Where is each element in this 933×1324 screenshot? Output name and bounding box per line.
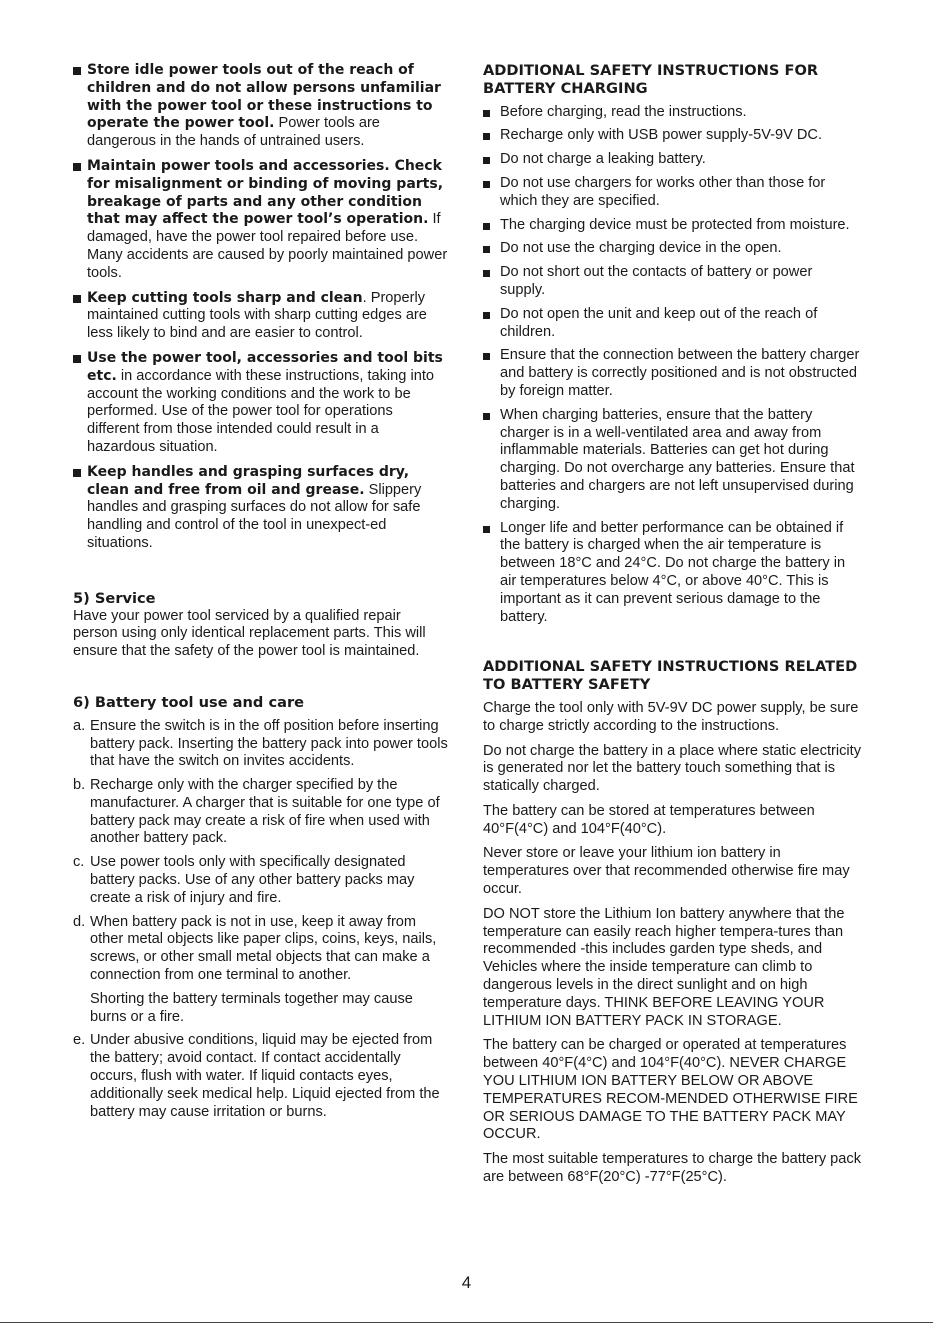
bullet-handles: Keep handles and grasping surfaces dry, clean and free from oil and grease. Slippery handles and grasping surfaces do not allow for safe handling and control of the tool in unexpect-ed situations. [73, 464, 448, 553]
bullet-maintain: Maintain power tools and accessories. Check for misalignment or binding of moving parts, breakage of parts and any other condition that may affect the power tool’s operation. If damaged, have the power tool repaired before use. Many accidents are caused by poorly maintained power tools. [73, 158, 448, 283]
charging-item: Longer life and better performance can be obtained if the battery is charged when the air temperature is between 18°C and 24°C. Do not charge the battery in air temperatures below 4°C, or above 40°C. This is important as it can prevent serious damage to the battery. [483, 520, 861, 627]
left-column [73, 62, 448, 1127]
bullet-square-icon [483, 246, 490, 253]
safety-paragraph: Never store or leave your lithium ion battery in temperatures over that recommended otherwise fire may occur. [483, 845, 850, 898]
page-number: 4 [461, 1273, 472, 1292]
service-text: Have your power tool serviced by a qualified repair person using only identical replacement parts. This will ensure that the safety of the power tool is maintained. [73, 607, 426, 660]
charging-item: Do not short out the contacts of battery or power supply. [483, 264, 861, 300]
battery-item-d: d. When battery pack is not in use, keep it away from other metal objects like paper clips, coins, keys, nails, screws, or other small metal objects that can make a connection from one terminal to another. Shorting the battery terminals together may cause burns or a fire. [73, 914, 448, 1027]
battery-item-b: b. Recharge only with the charger specified by the manufacturer. A charger that is suitable for one type of battery pack may create a risk of fire when used with another battery pack. [73, 777, 440, 847]
service-heading: 5) Service [73, 589, 156, 607]
bullet-square-icon [483, 312, 490, 319]
bullet-square-icon [483, 413, 490, 420]
bullet-square-icon [483, 110, 490, 117]
bullet-square-icon [73, 67, 81, 75]
safety-paragraph: The battery can be stored at temperatures between 40°F(4°C) and 104°F(40°C). [483, 802, 815, 837]
charging-heading: ADDITIONAL SAFETY INSTRUCTIONS FOR BATTERY CHARGING [483, 62, 819, 97]
bullet-square-icon [483, 526, 490, 533]
bullet-square-icon [73, 295, 81, 303]
bullet-square-icon [483, 157, 490, 164]
safety-paragraph: DO NOT store the Lithium Ion battery anywhere that the temperature can easily reach higher tempera-tures than recommended -this includes garden type sheds, and Vehicles where the inside temperature can climb to dangerous levels in the direct sunlight and on high temperature days. THINK BEFORE LEAVING YOUR LITHIUM ION BATTERY PACK IN STORAGE. [483, 905, 845, 1029]
bullet-square-icon [483, 270, 490, 277]
safety-paragraph: Charge the tool only with 5V-9V DC power supply, be sure to charge strictly according to the instructions. [483, 699, 859, 734]
charging-item: The charging device must be protected from moisture. [483, 217, 861, 235]
battery-safety-heading: ADDITIONAL SAFETY INSTRUCTIONS RELATED TO BATTERY SAFETY [483, 658, 858, 694]
bullet-square-icon [483, 353, 490, 360]
battery-item-a: a. Ensure the switch is in the off position before inserting battery pack. Inserting the battery pack into power tools that have the switch on invites accidents. [73, 717, 448, 770]
charging-item: Do not charge a leaking battery. [483, 151, 861, 169]
right-column [483, 62, 861, 1194]
charging-item: Do not open the unit and keep out of the reach of children. [483, 306, 861, 342]
battery-item-c: c. Use power tools only with specifically designated battery packs. Use of any other battery packs may create a risk of injury and fire. [73, 854, 415, 906]
safety-paragraph: The battery can be charged or operated at temperatures between 40°F(4°C) and 104°F(40°C). NEVER CHARGE YOU LITHIUM ION BATTERY BELOW OR ABOVE TEMPERATURES RECOM-MENDED OTHERWISE FIRE OR SERIOUS DAMAGE TO THE BATTERY PACK MAY OCCUR. [483, 1037, 858, 1143]
bullet-square-icon [73, 355, 81, 363]
charging-item: When charging batteries, ensure that the battery charger is in a well-ventilated area and away from inflammable materials. Batteries can get hot during charging. Do not overcharge any batteries. Ensure that batteries and chargers are not left unsupervised during charging. [483, 407, 861, 514]
safety-paragraph: Do not charge the battery in a place where static electricity is generated nor let the battery touch something that is statically charged. [483, 742, 862, 795]
bullet-square-icon [73, 469, 81, 477]
charging-item: Ensure that the connection between the battery charger and battery is correctly positioned and is not obstructed by foreign matter. [483, 347, 861, 400]
charging-item: Do not use the charging device in the open. [483, 240, 861, 258]
bullet-square-icon [483, 133, 490, 140]
bullet-square-icon [73, 163, 81, 171]
bullet-sharp: Keep cutting tools sharp and clean. Properly maintained cutting tools with sharp cutting edges are less likely to bind and are easier to control. [73, 290, 448, 343]
charging-item: Recharge only with USB power supply-5V-9V DC. [483, 127, 861, 145]
battery-item-d-note: Shorting the battery terminals together may cause burns or a fire. [90, 990, 413, 1025]
safety-paragraph: The most suitable temperatures to charge the battery pack are between 68°F(20°C) -77°F(25°C). [483, 1151, 862, 1186]
bottom-rule [0, 1322, 933, 1323]
battery-item-e: e. Under abusive conditions, liquid may be ejected from the battery; avoid contact. If contact accidentally occurs, flush with water. If liquid contacts eyes, additionally seek medical help. Liquid ejected from the battery may cause irritation or burns. [73, 1032, 440, 1120]
bullet-square-icon [483, 223, 490, 230]
battery-care-heading: 6) Battery tool use and care [73, 693, 305, 711]
charging-item: Do not use chargers for works other than those for which they are specified. [483, 175, 861, 211]
charging-item: Before charging, read the instructions. [483, 104, 861, 122]
bullet-square-icon [483, 181, 490, 188]
bullet-store-idle: Store idle power tools out of the reach of children and do not allow persons unfamiliar with the power tool or these instructions to operate the power tool. Power tools are dangerous in the hands of untrained users. [73, 62, 448, 151]
bullet-use-tool: Use the power tool, accessories and tool bits etc. in accordance with these instructions, taking into account the working conditions and the work to be performed. Use of the power tool for operations different from those intended could result in a hazardous situation. [73, 350, 448, 457]
